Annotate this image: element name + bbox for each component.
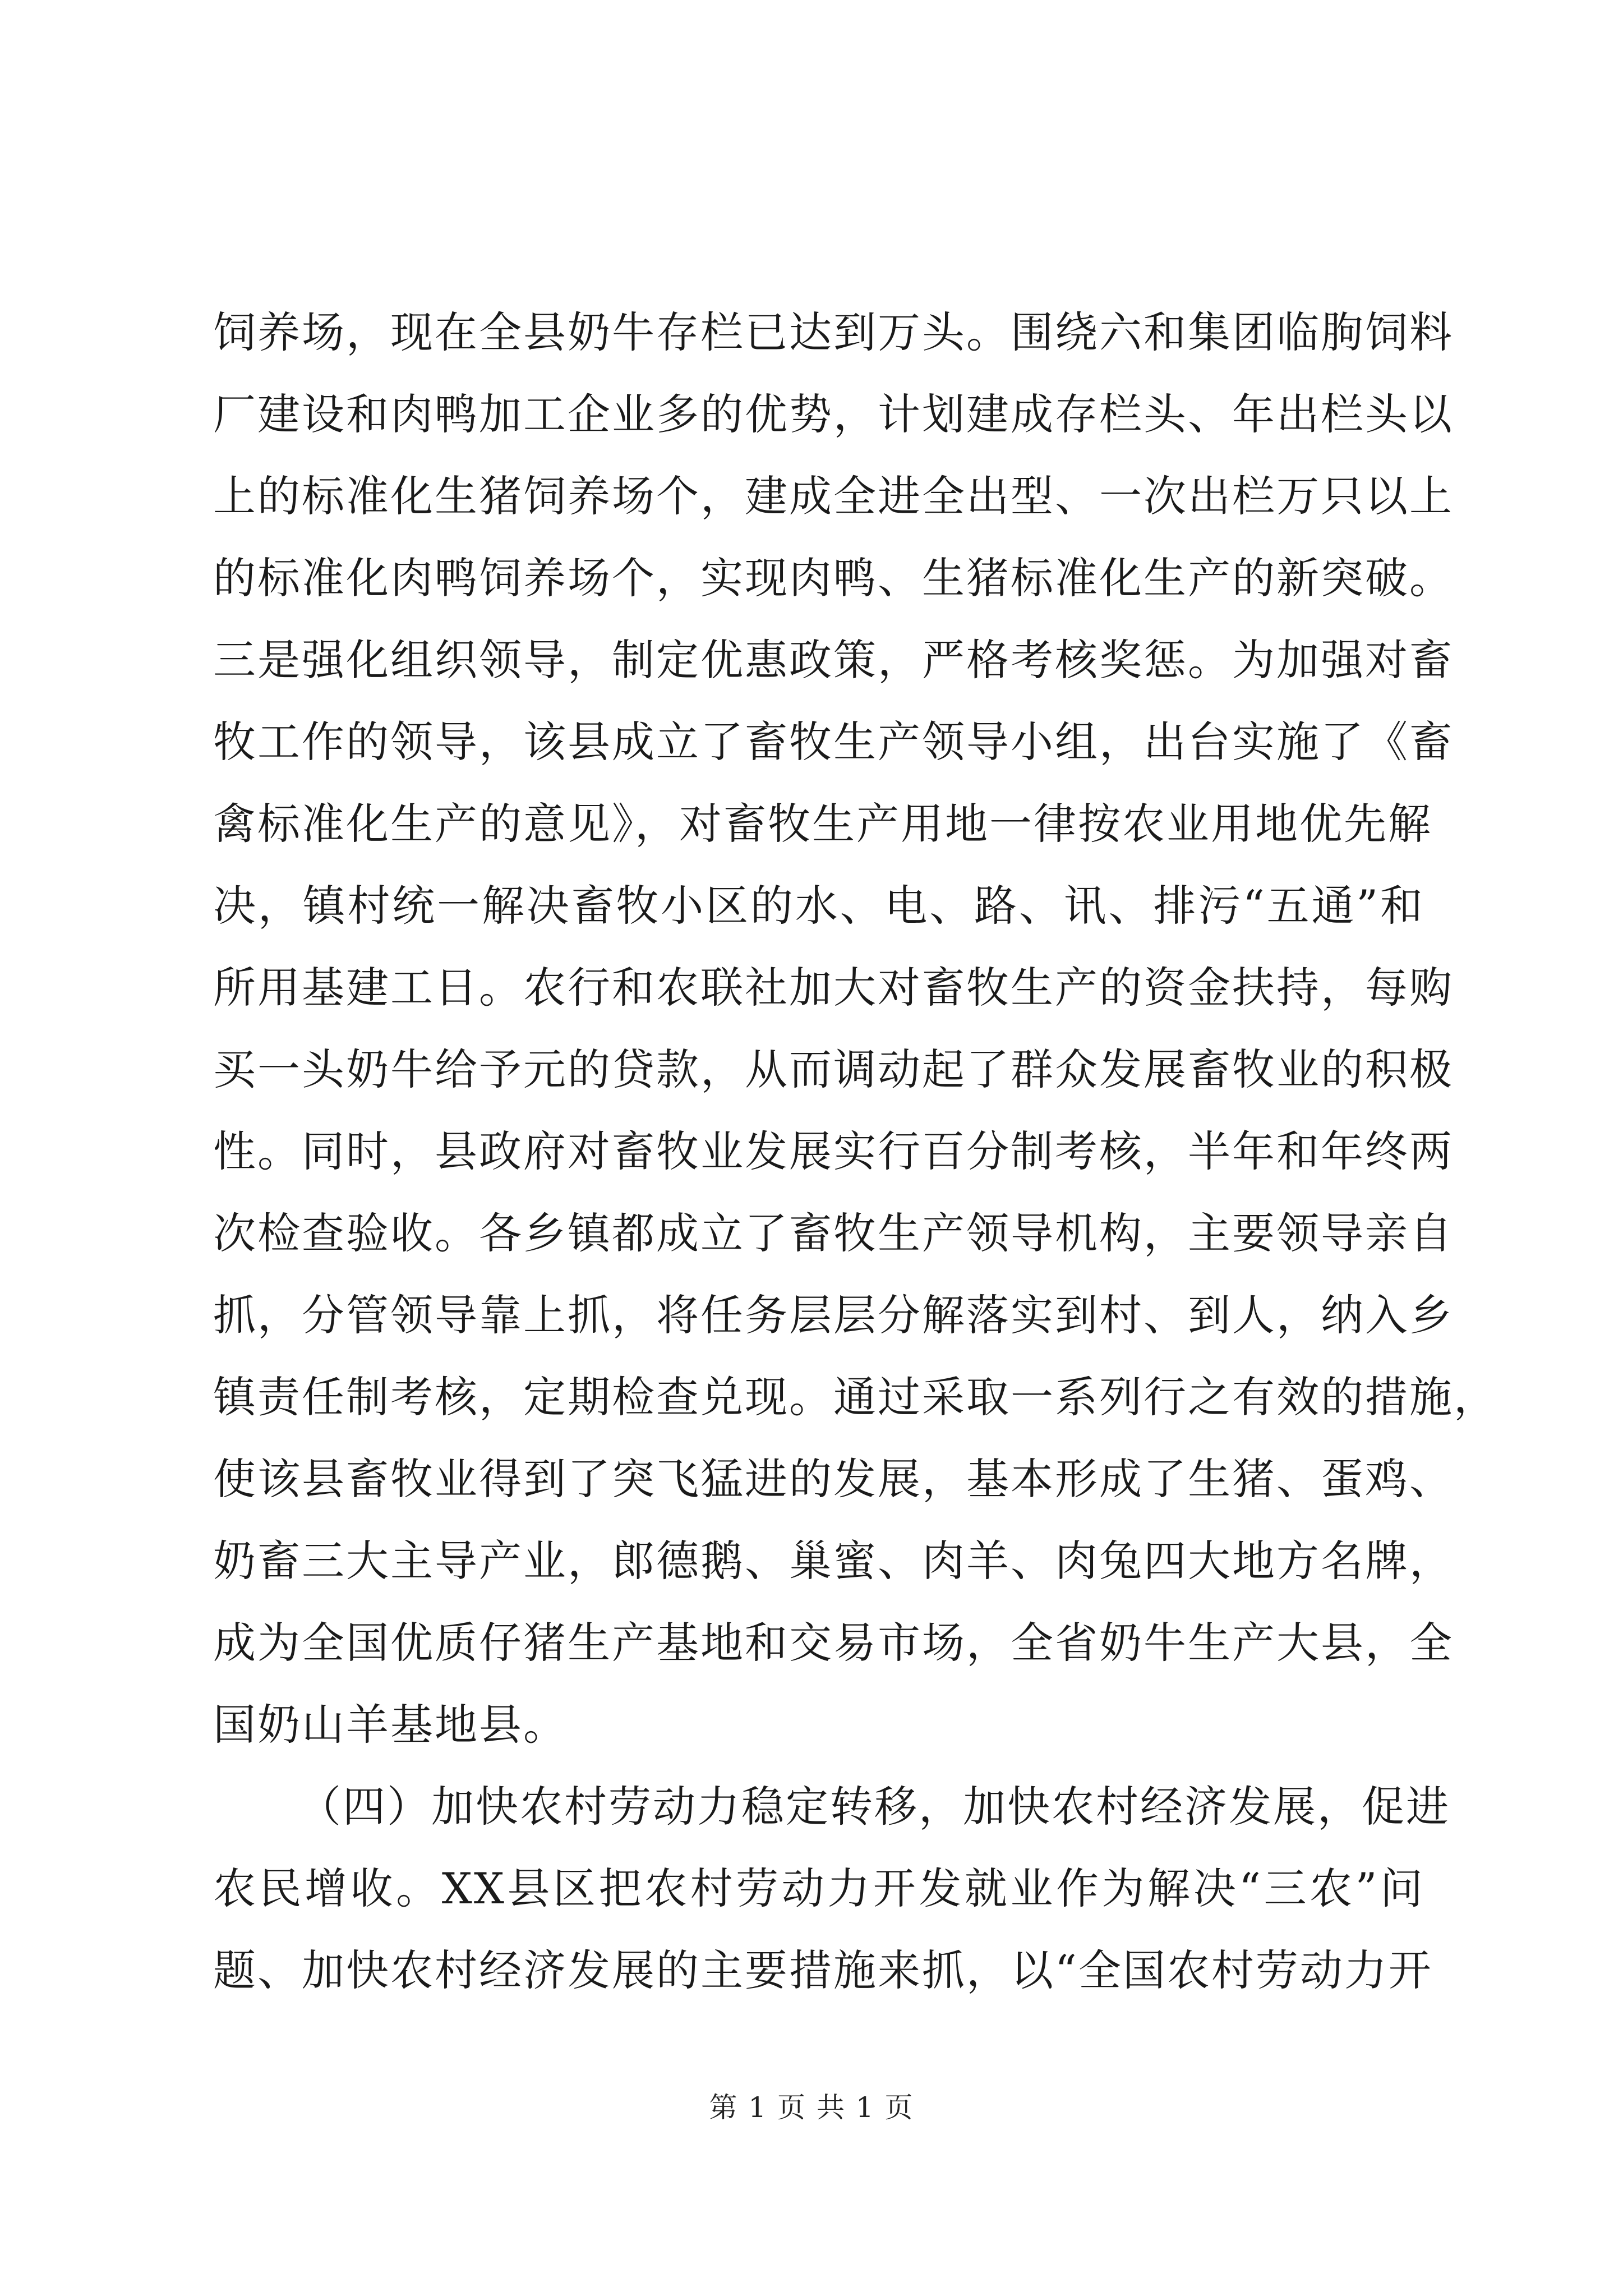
body-line: 使该县畜牧业得到了突飞猛进的发展，基本形成了生猪、蛋鸡、: [213, 1454, 1454, 1504]
body-line: 次检查验收。各乡镇都成立了畜牧生产领导机构，主要领导亲自: [213, 1208, 1454, 1258]
body-line: 的标准化肉鸭饲养场个，实现肉鸭、生猪标准化生产的新突破。: [213, 553, 1454, 603]
body-line: 镇责任制考核，定期检查兑现。通过采取一系列行之有效的措施，: [213, 1372, 1498, 1422]
body-line: 性。同时，县政府对畜牧业发展实行百分制考核，半年和年终两: [213, 1126, 1454, 1176]
body-line: 抓，分管领导靠上抓，将任务层层分解落实到村、到人，纳入乡: [213, 1290, 1454, 1340]
body-line: 禽标准化生产的意见》，对畜牧生产用地一律按农业用地优先解: [213, 799, 1432, 849]
body-line: 上的标准化生猪饲养场个，建成全进全出型、一次出栏万只以上: [213, 471, 1454, 521]
body-line: 牧工作的领导，该县成立了畜牧生产领导小组，出台实施了《畜: [213, 717, 1454, 767]
body-line: 三是强化组织领导，制定优惠政策，严格考核奖惩。为加强对畜: [213, 635, 1454, 685]
body-line: 买一头奶牛给予元的贷款，从而调动起了群众发展畜牧业的积极: [213, 1045, 1454, 1094]
body-line-paragraph-start: （四）加快农村劳动力稳定转移，加快农村经济发展，促进: [298, 1782, 1450, 1832]
body-line: 饲养场，现在全县奶牛存栏已达到万头。围绕六和集团临朐饲料: [213, 307, 1454, 357]
page-footer: 第 1 页 共 1 页: [709, 2091, 914, 2124]
body-line: 厂建设和肉鸭加工企业多的优势，计划建成存栏头、年出栏头以: [213, 389, 1454, 439]
body-line: 题、加快农村经济发展的主要措施来抓，以“全国农村劳动力开: [213, 1945, 1433, 1995]
body-line-paragraph-end: 国奶山羊基地县。: [213, 1700, 568, 1750]
body-line: 奶畜三大主导产业，郎德鹅、巢蜜、肉羊、肉兔四大地方名牌，: [213, 1536, 1454, 1586]
body-line: 所用基建工日。农行和农联社加大对畜牧生产的资金扶持，每购: [213, 963, 1454, 1013]
body-line: 成为全国优质仔猪生产基地和交易市场，全省奶牛生产大县，全: [213, 1618, 1454, 1668]
body-line: 农民增收。XX县区把农村劳动力开发就业作为解决“三农”问: [213, 1864, 1424, 1913]
body-line: 决，镇村统一解决畜牧小区的水、电、路、讯、排污“五通”和: [213, 881, 1424, 931]
